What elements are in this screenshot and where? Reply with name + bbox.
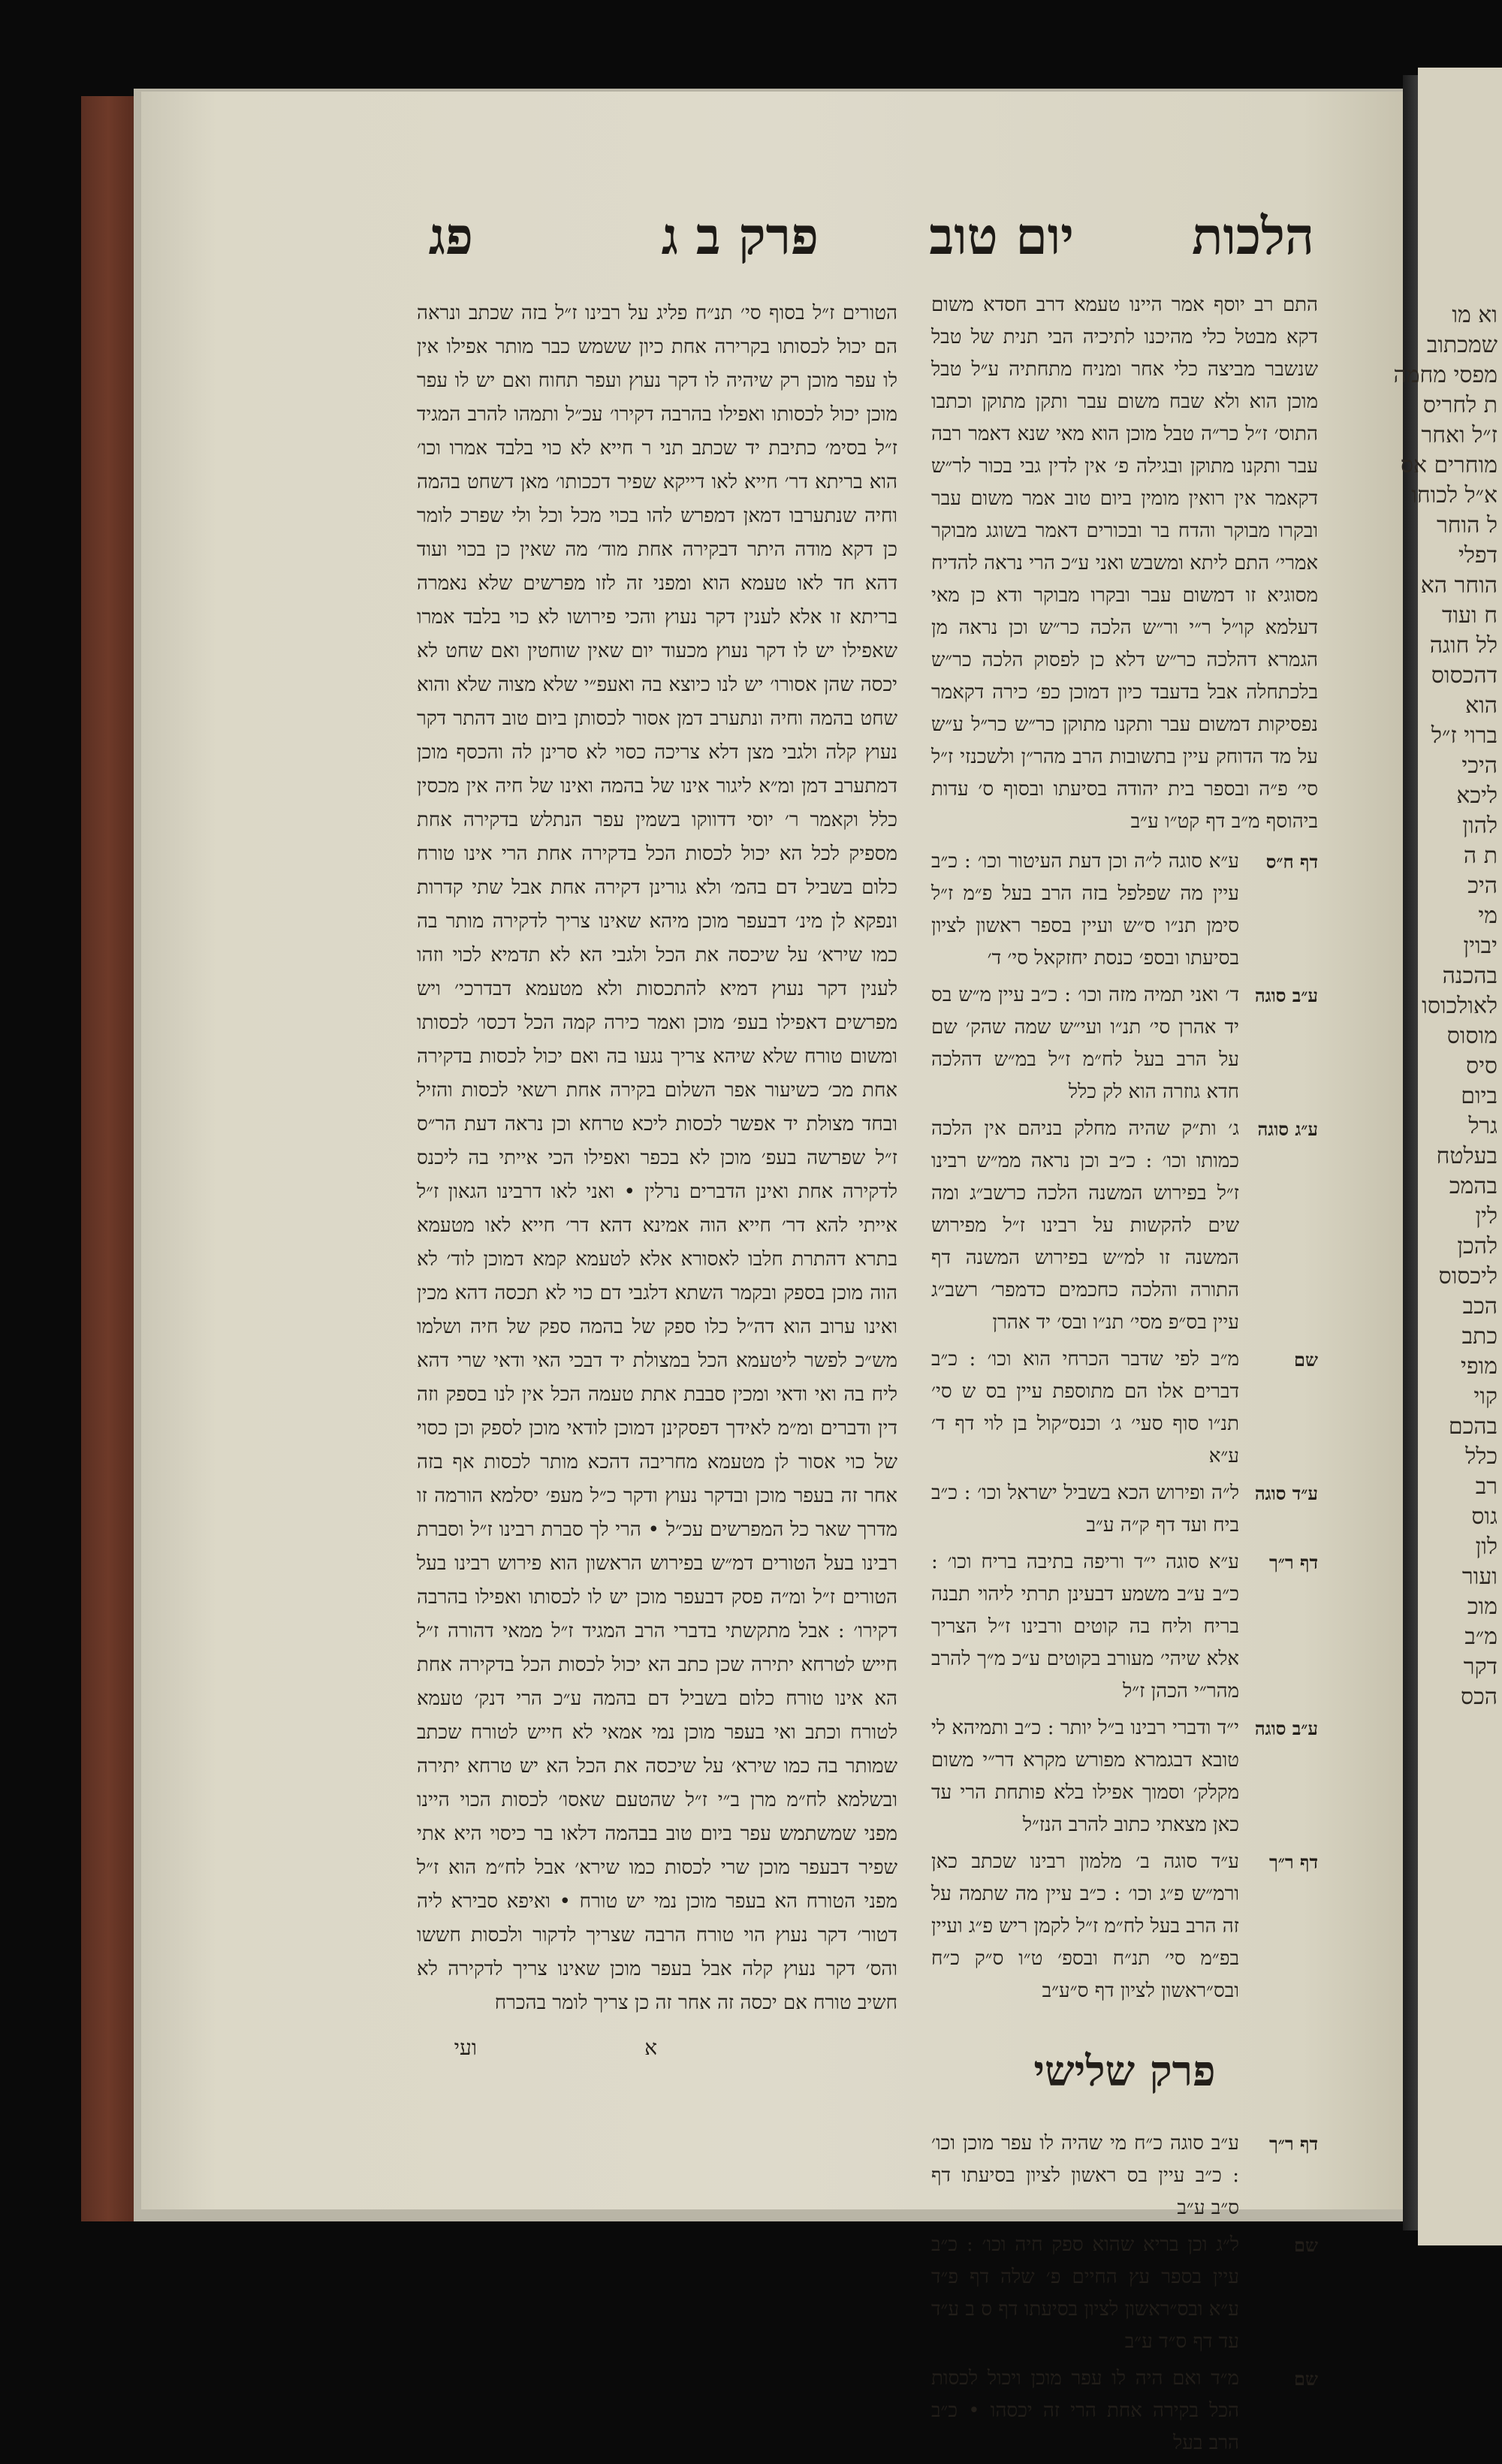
facing-page-line: ליכסוס	[1438, 1263, 1497, 1289]
entry-reference: שם	[1294, 2234, 1318, 2256]
entry-text: ל״ג וכן בריא שהוא ספק חיה וכו׳ : כ״ב עיין בספר עץ החיים פ׳ שלה דף פ״ד ע״א ובס״ראשון לציון בסיעתו דף ס ב ע״ד עד דף ס״ד ע״ב	[931, 2233, 1239, 2353]
commentary-entry	[931, 979, 1318, 1108]
entry-reference: ע״ב סוגה	[1254, 985, 1318, 1006]
entry-text: ל״ה ופירוש הכא בשביל ישראל וכו׳ : כ״ב ביח ועד דף ק״ה ע״ב	[931, 1482, 1239, 1537]
facing-page-line: מוכ	[1467, 1594, 1497, 1620]
entry-text: י״ד ודברי רבינו ב״ל יותר : כ״ב ותמיהא לי טובא דבגמרא מפורש מקרא דר״י משום מקלק׳ וסמוך אפילו בלא פותחת הרי עד כאן מצאתי כתוב להרב הנז״ל	[931, 1717, 1239, 1836]
entry-reference: ע״ב סוגה	[1254, 1718, 1318, 1739]
right-column	[931, 289, 1318, 2464]
facing-page-line: בעלטח	[1436, 1143, 1497, 1169]
chapter-entry	[931, 2229, 1318, 2358]
facing-page-line: להון	[1462, 813, 1497, 839]
page-number: פג	[428, 207, 473, 267]
facing-page-line: ת ה	[1463, 843, 1497, 869]
entry-text: מ״ב לפי שדבר הכרחי הוא וכו׳ : כ״ב דברים אלו הם מתוספת עיין בס ש סי׳ תנ״ו סוף סעי׳ ג׳ וכנס״קול בן לוי דף ד׳ ע״א	[931, 1348, 1239, 1467]
page-footer	[417, 2035, 897, 2073]
chapter-heading: פרק שלישי	[1033, 2046, 1216, 2096]
facing-page-line: גוס	[1471, 1503, 1497, 1530]
facing-page-line: הכב	[1462, 1293, 1497, 1319]
catchword: ועי	[454, 2035, 477, 2060]
facing-page-line: ל הוחר	[1437, 512, 1497, 538]
entry-text: ע״ד סוגה ב׳ מלמון רבינו שכתב כאן ורמ״ש פ״ג וכו׳ : כ״ב עיין מה שתמה על זה הרב בעל לח״מ ז״ל לקמן ריש פ״ג ועיין בפ״מ סי׳ תנ״ח ובספ׳ ט״ו ס״ק כ״ח ובס״ראשון לציון דף ס״ע״ב	[931, 1850, 1239, 2002]
facing-page-line: להכן	[1457, 1233, 1497, 1259]
entry-reference: דף ר״ך	[1268, 2133, 1318, 2155]
chapter-entry	[931, 2363, 1318, 2459]
facing-page-line: רב	[1475, 1473, 1497, 1500]
entry-reference: דף ר״ך	[1268, 1552, 1318, 1573]
facing-page-line: היכ	[1467, 873, 1497, 899]
entry-reference: ע״ג סוגה	[1257, 1118, 1318, 1140]
commentary-entry	[931, 1712, 1318, 1841]
left-column-paragraph: הטורים ז״ל בסוף סי׳ תנ״ח פליג על רבינו ז״ל בזה שכתב ונראה הם יכול לכסותו בקרירה אחת כיון ששמש כבר מותר אפילו אין לו עפר מוכן רק שיהיה לו דקר נעוץ ועפר תחוח ואם יש לו עפר מוכן יכול לכסותו ואפילו בהרבה דקירו׳ עכ״ל ותמהו להרב המגיד ז״ל בסימ׳ כתיבת יד שכתב תני ר חייא לא כוי בלבד אמרו וכו׳ הוא בריתא דר׳ חייא לאו דייקא שפיר דככותו׳ מאן דשחט בהמה וחיה שנתערבו דמאן דמפרש להו בכוי מכל וכל ולי שפרכ לומר כן דקא מודה היתר דבקירה אחת מוד׳ מה שאין כן בכוי ועוד דהא חד לאו טעמא הוא ומפני זה לזו מפרשים שלא נאמרה בריתא זו אלא לענין דקר נעוץ והכי פירושו לא כוי בלבד אמרו שאפילו יש לו דקר נעוץ מכעוד יום שאין שוחטין ואם שחט לא יכסה שהן אסורו׳ יש לנו כיוצא בה ואעפ״י שלא מצוה שלא והוא שחט בהמה וחיה ונתערב דמן אסור לכסותן ביום טוב דהתר דקר נעוץ קלה ולגבי מצן דלא צריכה כסוי לא סרינן לה והכסף מוכן דמתערב דמן ומ״א ליגור אינו של בהמה ואינו של חיה אין מכסין כלל וקאמר ר׳ יוסי דדווקו בשמין עפר הנתלש בדקירה אחת מספיק לכל הא יכול לכסות הכל בדקירה אחת הרי אינו טורח כלום בשביל דם בהמ׳ ולא גורינן דקירה אחת אבל שתי קדרות ונפקא לן מינ׳ דבעפר מוכן מיהא שאינו צריך לדקירה מותר בה כמו שירא׳ על שיכסה את הכל ולגבי הא לא תדמיא לכוי וזהו לענין דקר נעוץ דמיא להתכסות ולא מטעמא דבדרכי׳ ויש מפרשים דאפילו בעפ׳ מוכן ואמר כירה קמה הכל דכסו׳ לכסותו ומשום טורח שלא שיהא צריך נגעו בה ואם יכול לכסות בדקירה אחת מכ׳ כשיעור אפר השלום בקירה אחת רשאי לכסות והזיל ובחד מצולת יד אפשר לכסות ליכא טרחא וכן נראה דעת הר״ס ז״ל שפרשה בעפ׳ מוכן לא בכפר ואפילו הכי אייתי בה ליכנס לדקירה אחת ואינן הדברים נרלין • ואני לאו דרבינו הגאון ז״ל אייתי להא דר׳ חייא הוה אמינא דהא דר׳ חייא לאו מטעמא בתרא דהתרת חלבו לאסורא אלא לטעמא קמא דמוכן לוד׳ לא הוה מוכן בספק ובקמר השתא דלגבי דם כוי לא תכסה דהא מכין ואינו ערוב הוא דה״ל כלו ספק של בהמה ספק של חיה ושלמו מש״כ לפשר ליטעמא הכל במצולת יד דבכי האי ודאי שרי דהא ליח בה ואי ודאי ומכין סבבת אתת טעמה הכל אין לנו בספק וזה דין ודברים ומ״מ לאידך דפסקינן דמוכן לודאי מוכן לספק וכן כסוי של כוי אסור לן מטעמא מחריבה דהכא מותר לכסות אף בזה אחר זה בעפר מוכן ובדקר נעוץ ודקר כ״ל מעפ׳ יסלמא הורמה זו מדרך שאר כל המפרשים עכ״ל • הרי לך סברת רבינו ז״ל וסברת רבינו בעל הטורים דמ״ש בפירוש הראשון הוא פירוש רבינו בעל הטורים ז״ל ומ״ה פסק דבעפר מוכן יש לו לכסותו ואפילו בהרבה דקירו׳ : אבל מתקשתי בדברי הרב המגיד ז״ל ממאי דהורה ז״ל חייש לטרחא יתירה שכן כתב הא יכול לכסות הכל בדקירה אחת הא אינו טורח כלום בשביל דם בהמה ע״כ הרי דנק׳ טעמא לטורח וכתב ואי בעפר מוכן נמי אמאי לא חייש לטורח שכתב שמותר בה כמו שירא׳ על שיכסה את הכל הא יש טרחא יתירה ובשלמא לח״מ מרן ב״י ז״ל שהטעם שאסו׳ לכסות הכוי היינו מפני שמשתמש עפר ביום טוב בבהמה דלאו בר כיסוי היא אתי שפיר דבעפר מוכן שרי לכסות כמו שירא׳ אבל לח״מ הוא ז״ל מפני הטורח הא בעפר מוכן נמי יש טורח • ואיפא סבירא ליה דטור׳ דקר נעוץ הוי טורח הרבה שצריך לדקור ולכסות חששו והס׳ דקר נעוץ קלה אבל בעפר מוכן שאינו צריך לדקירה לא חשיב טורח אם יכסה זה אחר זה כן צריך לומר בהכרח	[417, 302, 897, 2014]
commentary-entry	[931, 1546, 1318, 1708]
facing-page-line: ליכא	[1456, 783, 1497, 809]
commentary-entry	[931, 1477, 1318, 1542]
entry-text: ע״א סוגה י״ד וריפה בתיבה בריח וכו׳ : כ״ב ע״ב משמע דבעינן תרתי ליהוי תבנה בריח וליח בה קוטים ורבינו ז״ל הצריך אלא שיהי׳ מעורב בקוטים ע״כ מ״ך להרב מהר״י הכהן ז״ל	[931, 1551, 1239, 1702]
facing-page-line: שמכתוב	[1426, 332, 1497, 358]
entry-reference: ע״ד סוגה	[1254, 1482, 1318, 1504]
facing-page-edge	[1393, 68, 1502, 2245]
facing-page-text	[1393, 300, 1497, 1712]
facing-page-line: לל חוגה	[1429, 632, 1497, 659]
facing-page-line: מופי	[1460, 1353, 1497, 1380]
header-perek: פרק ב ג	[661, 207, 819, 267]
facing-page-line: דפלי	[1458, 542, 1497, 568]
commentary-entry	[931, 1344, 1318, 1473]
facing-page-line: בהכם	[1448, 1413, 1497, 1440]
facing-page-line: לון	[1475, 1534, 1497, 1560]
facing-page-line: ביום	[1461, 1083, 1497, 1109]
entry-reference: שם	[1294, 2368, 1318, 2390]
facing-page-line: כלל	[1465, 1443, 1497, 1470]
facing-page-line: ת לחריס	[1422, 392, 1497, 418]
facing-page-line: מפסי מחמה	[1393, 362, 1497, 388]
facing-page-line: לאולכוסו	[1422, 993, 1497, 1019]
facing-page-line: הוחר הא	[1420, 572, 1497, 599]
facing-page-line: מוחרים אס	[1400, 452, 1497, 478]
chapter-entry	[931, 2128, 1318, 2224]
entry-text: ע״א סוגה ל״ה וכן דעת העיטור וכו׳ : כ״ב עיין מה שפלפל בזה הרב בעל פ״מ ז״ל סימן תנ״ו ס״ש ועיין בספר ראשון לציון בסיעתו ובספ׳ כנסת יחזקאל סי׳ ד׳	[931, 850, 1239, 970]
facing-page-line: יבוין	[1463, 933, 1497, 959]
facing-page-line: ז״ל ואחר	[1421, 422, 1497, 448]
running-header	[406, 207, 1314, 274]
facing-page-line: הוא	[1465, 692, 1497, 719]
facing-page-line: כתב	[1461, 1323, 1497, 1350]
entry-text: מ״ד ואם היה לו עפר מוכן ויכול לכסות הכל בקירה אחת הרי זה יכסהו • כ״ב הרב בעל	[931, 2367, 1239, 2454]
facing-page-line: גרל	[1468, 1113, 1497, 1139]
facing-page-line: סיס	[1466, 1053, 1497, 1079]
facing-page-line: בהמכ	[1449, 1173, 1497, 1199]
right-column-opening: התם רב יוסף אמר היינו טעמא דרב חסדא משום דקא מבטל כלי מהיכנו לתיכיה הבי תנית של טבל שנשבר מביצה כלי אחר ומניח מתחתיה ע״ל טבל מוכן הוא ולא שבח משום עבר ותקן מתוקן וכתבו התוס׳ ז״ל כר״ה טבל מוכן הוא מאי שנא דאמר רבה עבר ותקנו מתוקן ובגילה פ׳ אין לדין גבי בכור לר״ש דקאמר אין רואין מומין ביום טוב אמר משום עבר ובקרו מבוקר והדח בר ובכורים דאמר בשוגג מבוקר אמרי׳ התם ליתא ומשבש ואני ע״כ הרי נראה להדיח מסוגיא זו דמשום עבר ובקרו מבוקר ודא כן מאי דעלמא קו״ל ר״י ור״ש הלכה כר״ש וכן נראה מן הגמרא דהלכה כר״ש דלא כן לפסוק הלכה כר״ש בלכתחלה אבל בדעבד כיון דמוכן כפ׳ כירה דקאמר נפסיקות דמשום עבר ותקנו מתוקן כר״ש כר״ל ע״ש על מד הדוחק עיין בתשובות הרב מהר״ן ולשכנזי ז״ל סי׳ פ״ה ובספר בית יהודה בסיעתו ובסוף ס׳ עדות ביהוסף מ״ב דף קט״ו ע״ב	[931, 294, 1318, 833]
facing-page-line: ח ועוד	[1441, 602, 1497, 629]
book-gutter	[1403, 75, 1418, 2230]
entry-text: ד׳ ואני תמיה מזה וכו׳ : כ״ב עיין מ״ש בס יד אהרן סי׳ תנ״ו ועי״ש שמה שהק׳ שם על הרב בעל לח״מ ז״ל במ״ש דהלכה חדא גוזרה הוא לק כלל	[931, 984, 1239, 1103]
facing-page-line: בהכנה	[1442, 963, 1497, 989]
entry-reference: דף ח״ס	[1265, 851, 1318, 873]
entry-reference: שם	[1294, 1349, 1318, 1371]
left-column	[417, 297, 897, 2028]
chapter-entries	[931, 2128, 1318, 2459]
commentary-entry	[931, 846, 1318, 975]
entry-text: ג׳ ות״ק שהיה מחלק בניהם אין הלכה כמותו וכו׳ : כ״ב וכן נראה ממ״ש רבינו ז״ל בפירוש המשנה הלכה כרשב״ג ומה שים להקשות על רבינו ז״ל מפירוש המשנה זו למ״ש בפירוש המשנה דף התורה והלכה כחכמים כדמפר׳ רשב״ג עיין בס״פ מסי׳ תנ״ו ובס׳ יד אהרן	[931, 1117, 1239, 1334]
facing-page-line: מוסוס	[1446, 1023, 1497, 1049]
commentary-entry	[931, 1113, 1318, 1339]
facing-page-line: קוי	[1473, 1383, 1497, 1410]
facing-page-line: הכס	[1461, 1684, 1497, 1710]
entry-text: ע״ב סוגה כ״ח מי שהיה לו עפר מוכן וכו׳ : כ״ב עיין בס ראשון לציון בסיעתו דף ס״ב ע״ב	[931, 2132, 1239, 2219]
facing-page-line: א״ל לכוחו	[1411, 482, 1497, 508]
header-halachot: הלכות	[1191, 207, 1314, 267]
commentary-entries	[931, 846, 1318, 2007]
signature-mark: א	[644, 2035, 657, 2060]
facing-page-line: ברוי ז״ל	[1431, 722, 1497, 749]
facing-page-line: מי	[1478, 903, 1497, 929]
commentary-entry	[931, 1846, 1318, 2007]
entry-reference: דף ר״ך	[1268, 1851, 1318, 1873]
facing-page-line: ועור	[1461, 1564, 1497, 1590]
header-yom-tov: יום טוב	[929, 207, 1074, 267]
facing-page-line: דקר	[1463, 1654, 1497, 1680]
facing-page-line: היכי	[1461, 752, 1497, 779]
facing-page-line: מ״ב	[1464, 1624, 1497, 1650]
facing-page-line: לין	[1475, 1203, 1497, 1229]
facing-page-line: וא מו	[1452, 302, 1497, 328]
facing-page-line: דהכסוס	[1431, 662, 1497, 689]
